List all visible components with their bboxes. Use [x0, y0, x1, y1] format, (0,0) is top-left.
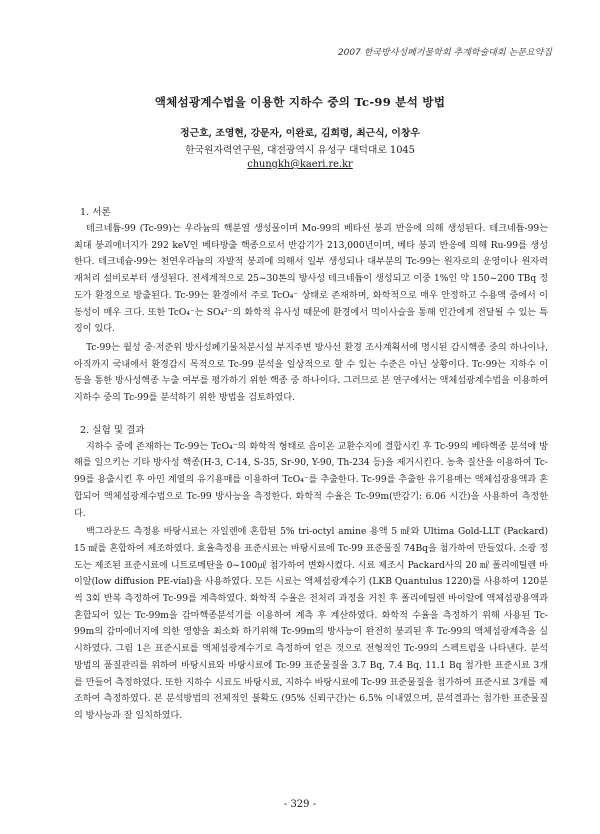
methods-paragraph-2: 백그라운드 측정용 바탕시료는 자일렌에 혼합된 5% tri-octyl amine 용액 5 ㎖와 Ultima Gold-LLT (Packard) 15 ㎖를 혼합하여 제조하였다. 효율측정용 표준시료는 바탕시료에 Tc-99 표준물질 74Bq을 첨가하여 만들었다. 소광 정도는 제조된 표준시료에 니트로메탄을 0~100㎕ 첨가하여 변화시켰다. 시료 제조시 Packard사의 20 ㎖ 폴리에틸렌 바이알(low diffusion PE-vial)을 사용하였다. 모든 시료는 액체섬광계수기 (LKB Quantulus 1220)를 사용하여 120분씩 3회 반복 측정하여 Tc-99를 계측하였다. 화학적 수율은 전처리 과정을 거친 후 폴리에틸렌 바이알에 액체섬광용액과 혼합되어 있는 Tc-99m을 감마핵종분석기를 이용하여 계측 후 계산하였다. 화학적 수율을 측정하기 위해 사용된 Tc-99m의 감마에너지에 의한 영향을 최소화 하기위해 Tc-99m의 방사능이 완전히 붕괴된 후 Tc-99의 액체섬광계측을 실시하였다. 그림 1은 표준시료를 액체섬광계수기로 측정하여 얻은 것으로 전형적인 Tc-99의 스펙트럼을 나타낸다. 분석방법의 품질관리를 위하여 바탕시료와 바탕시료에 Tc-99 표준물질을 3.7 Bq, 7.4 Bq, 11.1 Bq 첨가한 표준시료 3개를 만들어 측정하였다. 또한 지하수 시료도 바탕시료, 지하수 바탕시료에 Tc-99 표준물질을 첨가하여 표준시료 3개를 제조하여 측정하였다. 본 분석방법의 전체적인 불확도 (95% 신뢰구간)는 6.5% 이내였으며, 분석결과는 첨가한 표준물질의 방사능과 잘 일치하였다. — [74, 527, 548, 721]
conference-header: 2007 한국방사성폐기물학회 추계학술대회 논문요약집 — [337, 48, 552, 58]
intro-paragraph-1: 테크네튬-99 (Tc-99)는 우라늄의 핵분열 생성물이며 Mo-99의 베타선 붕괴 반응에 의해 생성된다. 테크네튬-99는 최대 붕괴에너지가 292 keV인 베타방출 핵종으로서 반감기가 213,000년이며, 베타 붕괴 반응에 의해 Ru-99를 생성한다. 테크네슘-99는 천연우라늄의 자발적 붕괴에 의해서 일부 생성되나 대부분의 Tc-99는 원자로의 운영이나 원자력 재처리 설비로부터 생성된다. 전세계적으로 25~30톤의 방사성 테크네튬이 생성되고 이중 1%인 약 150~200 TBq 정도가 환경으로 방출된다. Tc-99는 환경에서 주로 TcO₄⁻ 상태로 존재하며, 화학적으로 매우 안정하고 수용액 중에서 이동성이 매우 크다. 또한 TcO₄⁻는 SO₄²⁻의 화학적 유사성 때문에 환경에서 먹이사슬을 통해 인간에게 전달될 수 있는 특징이 있다. — [74, 224, 548, 335]
paper-body — [74, 204, 548, 725]
methods-paragraph-1: 지하수 중에 존재하는 Tc-99는 TcO₄⁻의 화학적 형태로 음이온 교환수지에 결합시킨 후 Tc-99의 베타핵종 분석에 방해를 일으키는 기타 방사성 핵종(H-3, C-14, S-35, Sr-90, Y-90, Th-234 등)을 제거시킨다. 농축 질산을 이용하여 Tc-99를 용출시킨 후 아민 계열의 유기용매를 이용하여 TcO₄⁻를 추출한다. Tc-99를 추출한 유기용매는 액체섬광용액과 혼합되어 액체섬광계수법으로 Tc-99 방사능을 측정한다. 화학적 수율은 Tc-99m(반감기: 6.06 시간)을 사용하여 측정한다. — [74, 441, 548, 519]
page-number: - 329 - — [283, 799, 317, 810]
email-link[interactable]: chungkh@kaeri.re.kr — [247, 159, 353, 170]
intro-paragraph-2: Tc-99는 월성 중·저준위 방사성폐기물처분시설 부지주변 방사선 환경 조사계획서에 명시된 감시핵종 중의 하나이나, 아직까지 국내에서 환경감시 목적으로 Tc-99 분석을 일상적으로 할 수 있는 수준은 아닌 상황이다. Tc-99는 지하수 이동을 통한 방사성핵종 누출 여부를 평가하기 위한 핵종 중 하나이다. 그러므로 본 연구에서는 액체섬광계수법을 이용하여 지하수 중의 Tc-99를 분석하기 위한 방법을 검토하였다. — [74, 342, 548, 404]
paper-authors: 정근호, 조영현, 강문자, 이완로, 김희령, 최근식, 이창우 — [180, 128, 420, 139]
section-heading-methods: 2. 실험 및 결과 — [80, 424, 145, 436]
section-heading-intro: 1. 서론 — [80, 207, 111, 218]
paper-title: 액체섬광계수법을 이용한 지하수 중의 Tc-99 분석 방법 — [154, 95, 446, 109]
paper-affiliation: 한국원자력연구원, 대전광역시 유성구 대덕대로 1045 — [185, 145, 415, 156]
paper-email — [0, 159, 600, 170]
